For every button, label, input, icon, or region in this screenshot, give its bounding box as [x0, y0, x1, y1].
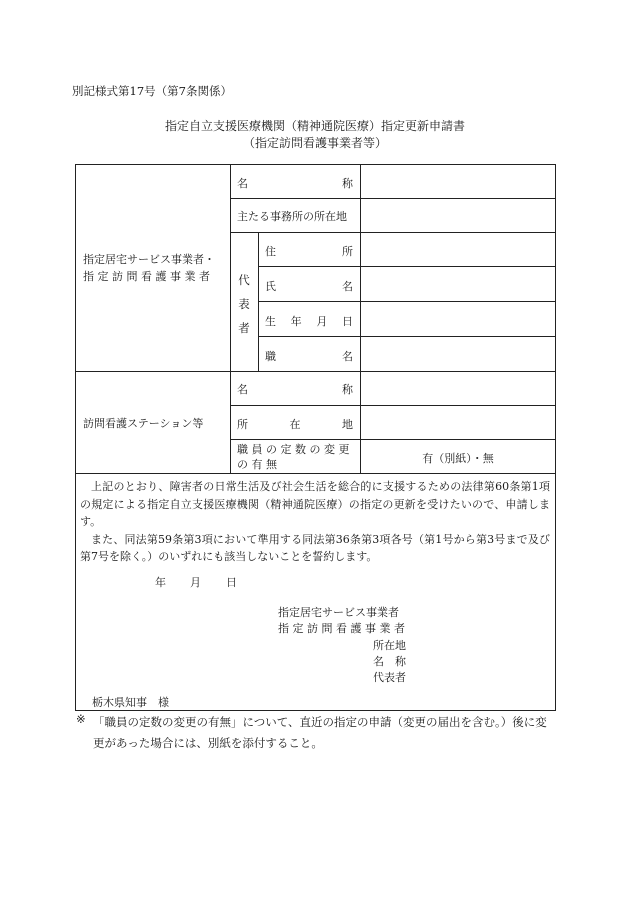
section1-label-line2: 指 定 訪 問 看 護 事 業 者: [83, 270, 210, 283]
rule: [230, 439, 556, 440]
date-day: 日: [226, 576, 237, 589]
staff-change-value: 有（別紙）・無: [422, 452, 494, 465]
rep-name-label: 氏 名: [265, 280, 353, 293]
rule: [258, 336, 556, 337]
note-mark: ※: [76, 712, 86, 726]
form-title: 指定自立支援医療機関（精神通院医療）指定更新申請書: [164, 119, 465, 133]
station-name-label: 名 称: [237, 383, 353, 396]
form-number: 別記様式第17号（第7条関係）: [72, 84, 232, 98]
applicant-rep-label: 代表者: [373, 671, 406, 684]
rule: [258, 232, 259, 371]
rule: [230, 198, 556, 199]
office-address-label: 主たる事務所の所在地: [237, 210, 347, 223]
rule: [258, 266, 556, 267]
form-subtitle: （指定訪問看護事業者等）: [242, 136, 387, 150]
rep-address-label: 住 所: [265, 245, 353, 258]
rule: [258, 301, 556, 302]
section2-label: 訪問看護ステーション等: [83, 417, 204, 430]
rule: [230, 405, 556, 406]
name-label: 名 称: [237, 177, 353, 190]
rule: [75, 473, 556, 474]
applicant-type-line2: 指 定 訪 問 看 護 事 業 者: [278, 622, 405, 635]
note-text: 「職員の定数の変更の有無」について、直近の指定の申請（変更の届出を含む。）後に変更があった場合には、別紙を添付すること。: [93, 715, 547, 750]
rep-dob-label: 生 年 月 日: [265, 315, 353, 328]
date-month: 月: [190, 576, 201, 589]
applicant-name-label: 名 称: [373, 655, 406, 668]
station-location-label: 所 在 地: [237, 418, 353, 431]
rep-title-label: 職 名: [265, 350, 353, 363]
rule: [75, 371, 556, 372]
applicant-type-line1: 指定居宅サービス事業者: [278, 606, 399, 619]
rule: [230, 164, 231, 473]
rule: [360, 164, 361, 473]
staff-change-label: 職 員 の 定 数 の 変 更 の 有 無: [237, 443, 350, 471]
addressee: 栃木県知事 様: [92, 696, 169, 709]
declaration-text: 上記のとおり、障害者の日常生活及び社会生活を総合的に支援するための法律第60条第1項の規定による指定自立支援医療機関（精神通院医療）の指定の更新を受けたいので、申請します。 また、同法第59条第3項において準用する同法第36条第3項各号（第1号から第3号まで及び第7号を除く。）のいずれにも該当しないことを誓約します。: [80, 480, 550, 563]
date-year: 年: [155, 576, 166, 589]
applicant-address-label: 所在地: [373, 639, 406, 652]
section1-label-line1: 指定居宅サービス事業者・: [83, 253, 215, 266]
representative-label: 代 表 者: [238, 273, 250, 335]
rule: [230, 232, 556, 233]
